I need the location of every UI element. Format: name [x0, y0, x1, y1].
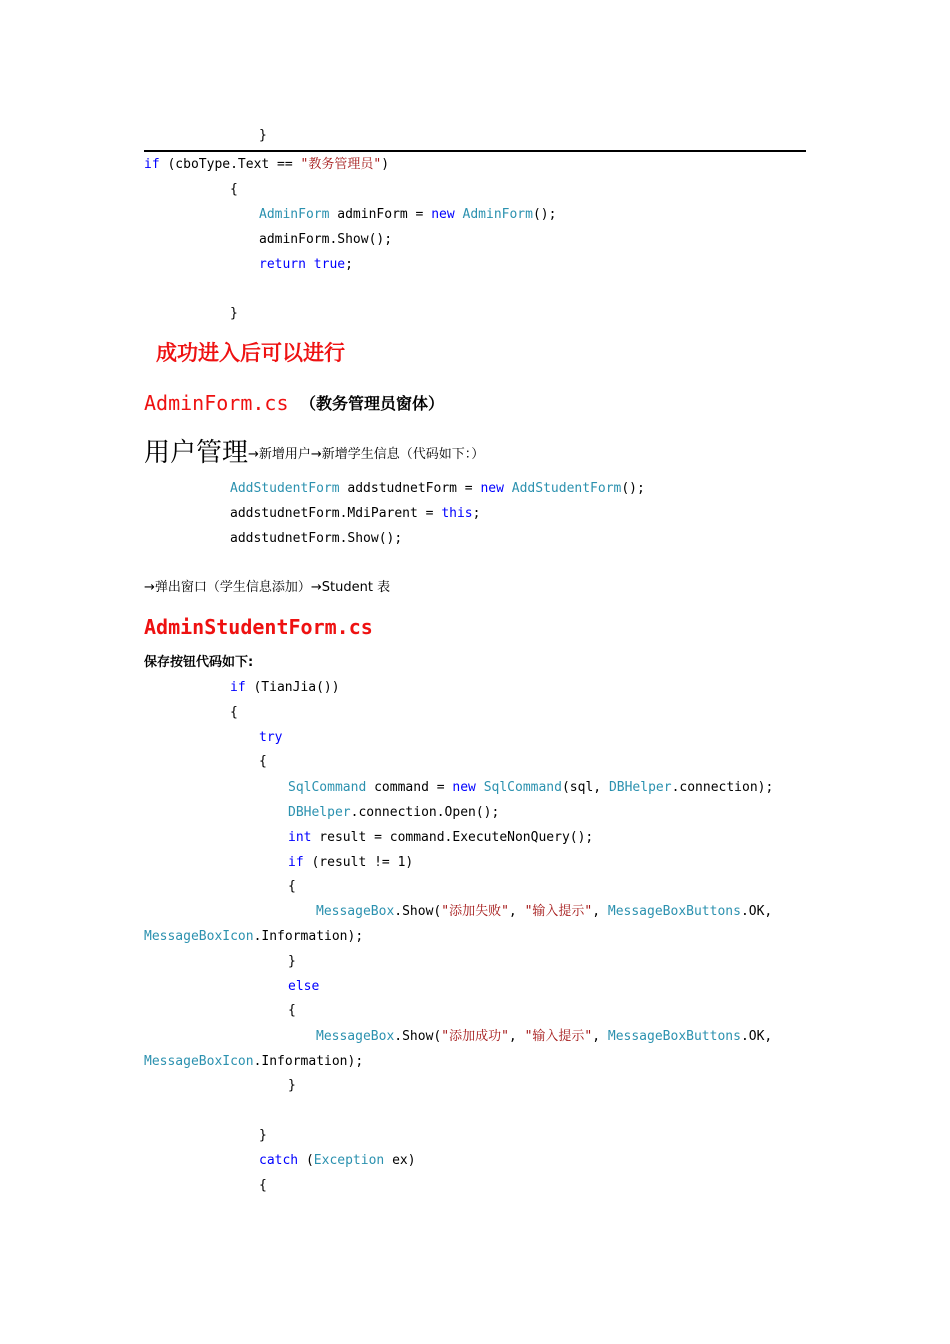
- code-line: [259, 1178, 267, 1194]
- code-line: [230, 182, 238, 198]
- code-text: result = command.ExecuteNonQuery();: [311, 830, 594, 845]
- type-name: MessageBoxButtons: [607, 1029, 741, 1044]
- code-line: [316, 904, 772, 920]
- keyword: new: [480, 481, 504, 496]
- file-heading: AdminForm.cs: [144, 391, 289, 415]
- nav-path: →弹出窗口（学生信息添加）→Student 表: [144, 580, 391, 595]
- keyword: try: [259, 730, 283, 745]
- code-line: [230, 506, 480, 522]
- brace: }: [230, 306, 238, 321]
- code-line: [259, 128, 267, 144]
- keyword: if: [230, 680, 246, 695]
- type-name: DBHelper: [288, 805, 351, 820]
- code-text: (cboType.Text ==: [159, 157, 301, 172]
- type-name: MessageBoxButtons: [607, 904, 741, 919]
- type-name: AddStudentForm: [511, 481, 622, 496]
- keyword: new: [431, 207, 455, 222]
- code-line: [288, 879, 296, 895]
- code-line: [144, 1054, 363, 1070]
- brace: {: [259, 1178, 267, 1193]
- code-text: .OK,: [740, 1029, 773, 1044]
- file-heading: AdminStudentForm.cs: [144, 615, 373, 639]
- brace: {: [288, 1003, 296, 1018]
- keyword: return: [259, 257, 306, 272]
- code-text: .OK,: [740, 904, 773, 919]
- type-name: MessageBox: [316, 904, 395, 919]
- keyword: new: [452, 780, 476, 795]
- keyword: this: [441, 506, 473, 521]
- type-name: AdminForm: [259, 207, 330, 222]
- save-note: 保存按钮代码如下:: [144, 655, 254, 670]
- keyword: catch: [259, 1153, 299, 1168]
- code-text: (TianJia()): [245, 680, 340, 695]
- code-text: .Show(: [394, 904, 442, 919]
- code-line: [288, 855, 413, 871]
- code-line: [230, 705, 238, 721]
- code-line: [288, 954, 296, 970]
- type-name: SqlCommand: [288, 780, 367, 795]
- code-text: [455, 207, 463, 222]
- section-heading: 成功进入后可以进行: [156, 341, 345, 365]
- code-text: addstudnetForm.Show();: [230, 531, 403, 546]
- code-text: (result != 1): [303, 855, 414, 870]
- code-text: (sql,: [561, 780, 609, 795]
- string-literal: "添加失败": [441, 904, 509, 919]
- code-line: [144, 929, 363, 945]
- brace: {: [230, 705, 238, 720]
- code-line: [259, 730, 282, 746]
- string-literal: "教务管理员": [300, 157, 382, 172]
- code-text: command =: [366, 780, 453, 795]
- code-line: [288, 1003, 296, 1019]
- code-text: addstudnetForm =: [339, 481, 481, 496]
- code-text: [306, 257, 314, 272]
- brace: {: [230, 182, 238, 197]
- code-line: [288, 805, 499, 821]
- big-title: 用户管理: [144, 438, 249, 468]
- code-text: ,: [508, 1029, 525, 1044]
- code-line: [259, 1128, 267, 1144]
- code-line: [288, 1078, 296, 1094]
- brace: }: [288, 1078, 296, 1093]
- code-line: [230, 306, 238, 322]
- code-line: [316, 1029, 772, 1045]
- code-text: addstudnetForm.MdiParent =: [230, 506, 442, 521]
- code-text: ,: [592, 904, 608, 919]
- type-name: AdminForm: [462, 207, 533, 222]
- code-text: ,: [508, 904, 525, 919]
- code-line: [230, 680, 340, 696]
- code-line: [230, 481, 645, 497]
- keyword: true: [313, 257, 346, 272]
- type-name: DBHelper: [608, 780, 672, 795]
- type-name: Exception: [313, 1153, 385, 1168]
- type-name: AddStudentForm: [230, 481, 340, 496]
- code-line: [259, 754, 267, 770]
- code-text: [476, 780, 484, 795]
- code-text: .Information);: [253, 1054, 364, 1069]
- brace: }: [259, 1128, 267, 1143]
- keyword: if: [144, 157, 160, 172]
- code-text: adminForm.Show();: [259, 232, 393, 247]
- brace: {: [288, 879, 296, 894]
- code-text: .Show(: [394, 1029, 442, 1044]
- code-line: [259, 257, 353, 273]
- brace: }: [288, 954, 296, 969]
- code-text: ;: [345, 257, 353, 272]
- type-name: SqlCommand: [483, 780, 562, 795]
- string-literal: "输入提示": [524, 1029, 593, 1044]
- code-line: [288, 780, 773, 796]
- file-note: （教务管理员窗体）: [300, 394, 445, 413]
- string-literal: "添加成功": [441, 1029, 509, 1044]
- type-name: MessageBox: [316, 1029, 395, 1044]
- brace: {: [259, 754, 267, 769]
- code-text: ();: [532, 207, 557, 222]
- string-literal: "输入提示": [524, 904, 593, 919]
- code-text: ex): [384, 1153, 416, 1168]
- keyword: if: [288, 855, 304, 870]
- code-line: [259, 207, 556, 223]
- code-text: adminForm =: [329, 207, 432, 222]
- keyword: else: [288, 979, 320, 994]
- type-name: MessageBoxIcon: [144, 929, 254, 944]
- code-text: ();: [621, 481, 645, 496]
- code-line: [288, 830, 593, 846]
- code-text: (: [298, 1153, 314, 1168]
- code-text: ;: [472, 506, 481, 521]
- code-line: [259, 1153, 416, 1169]
- code-line: [259, 232, 392, 248]
- code-text: .Information);: [253, 929, 364, 944]
- code-text: ,: [592, 1029, 608, 1044]
- keyword: int: [288, 830, 312, 845]
- type-name: MessageBoxIcon: [144, 1054, 254, 1069]
- code-text: .connection.Open();: [350, 805, 500, 820]
- brace: }: [259, 128, 267, 143]
- code-line: [288, 979, 319, 995]
- nav-path: →新增用户→新增学生信息（代码如下：）: [248, 447, 485, 462]
- code-text: ): [381, 157, 390, 172]
- code-line: [230, 531, 402, 547]
- horizontal-rule: [144, 150, 806, 152]
- code-line: [144, 157, 389, 173]
- code-text: [504, 481, 512, 496]
- code-text: .connection);: [671, 780, 774, 795]
